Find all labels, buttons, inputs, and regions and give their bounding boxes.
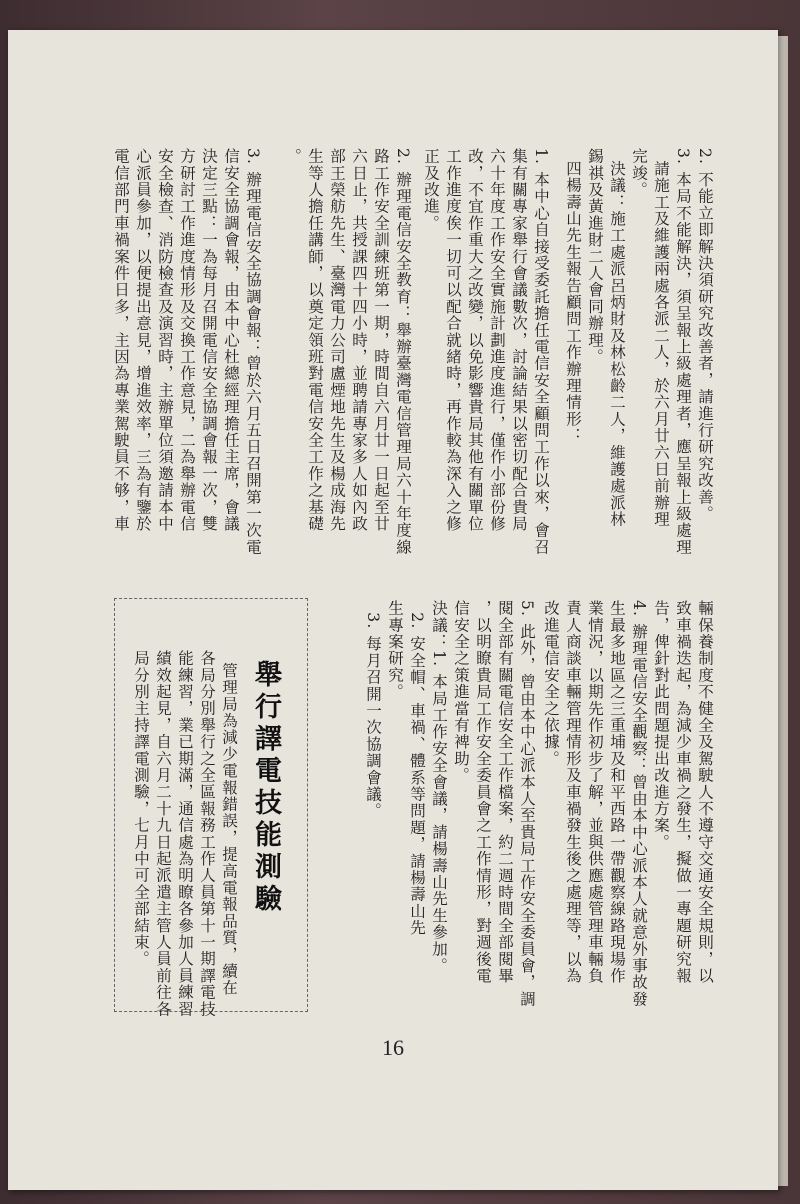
text-column-upper-a: 2. 不能立即解決須研究改善者，請進行研究改善。 3. 本局不能解決，須呈報上級處理者，應呈報上級處理 請施工及維護兩處各派二人，於六月廿六日前辦理 完竣。 決議：施工處派呂炳財及林松齡二人，維護處派林 錫祺及黃進財二人會同辦理。 四楊壽山先生報告顧問工作辦理情形： (564, 148, 714, 556)
news-box-body: 管理局為減少電報錯誤，提高電報品質，續在 各局分別舉行之全區報務工作人員第十一期譯電技 能練習，業已期滿，通信處為明瞭各參加人員練習 績效起見，自六月二十九日起派遣主管人員前往各 局分別主持譯電測驗，七月中可全部結束。 (132, 650, 238, 1018)
text-column-upper-c: 2. 辦理電信安全教育：舉辦臺灣電信管理局六十年度線 路工作安全訓練班第一期，時間自六月廿一日起至廿 六日止，共授課四十四小時，並聘請專家多人如內政 部王榮舫先生、臺灣電力公司盧煙地先生及楊成海先 生等人擔任講師，以奠定領班對電信安全工作之基礎 。 (284, 148, 412, 556)
text-column-lower-f: 4. 辦理電信安全觀察：曾由本中心派本人就意外事故發 生最多地區之三重埔及和平西路一帶觀察線路現場作 業情況，以期先作初步了解，並與供應處管理車輛負 責人商談車輛管理情形及車禍發生後之處理等，以為 改進電信安全之依據。 (542, 600, 648, 1008)
page-number: 16 (382, 1035, 404, 1060)
text-column-upper-b: 1. 本中心自接受委託擔任電信安全顧問工作以來，會召 集有關專家舉行會議數次，討論結果以密切配合貴局 六十年度工作安全實施計劃進度進行，僅作小部份修 改，不宜作重大之改變，以免影響貴局其他有關單位 工作進度俟一切可以配合就緒時，再作較為深入之修 正及改進。 (422, 148, 550, 556)
text-column-lower-g: 5. 此外，曾由本中心派本人至貴局工作安全委員會，調 閱全部有關電信安全工作檔案，約二週時間全部閱畢 ，以明瞭貴局工作安全委員會之工作情形，對週後電 信安全之策進當有裨助。 決議：1. 本局工作安全會議，請楊壽山先生參加。 2. 安全帽、車禍、體系等問題，請楊壽山先 生專案研究。 3. 每月召開一次協調會議。 (364, 600, 536, 1008)
text-column-upper-d: 3. 辦理電信安全協調會報：曾於六月五日召開第一次電 信安全協調會報，由本中心杜總經理擔任主席，會議 決定三點：一為每月召開電信安全協調會報一次，雙 方研討工作進度情形及交換工作意見，二為舉辦電信 安全檢查、消防檢查及演習時，主辦單位須邀請本中 心派員參加，以便提出意見，增進效率，三為有鑒於 電信部門車禍案件日多，主因為專業駕駛員不够，車 (112, 148, 262, 556)
text-column-lower-e: 輛保養制度不健全及駕駛人不遵守交通安全規則，以 致車禍迭起，為減少車禍之發生，擬做一專題研究報 告，俾針對此問題提出改進方案。 (652, 600, 714, 985)
page-stack-edge (778, 36, 788, 1186)
news-box-title: 舉行譯電技能測驗 (250, 660, 281, 916)
